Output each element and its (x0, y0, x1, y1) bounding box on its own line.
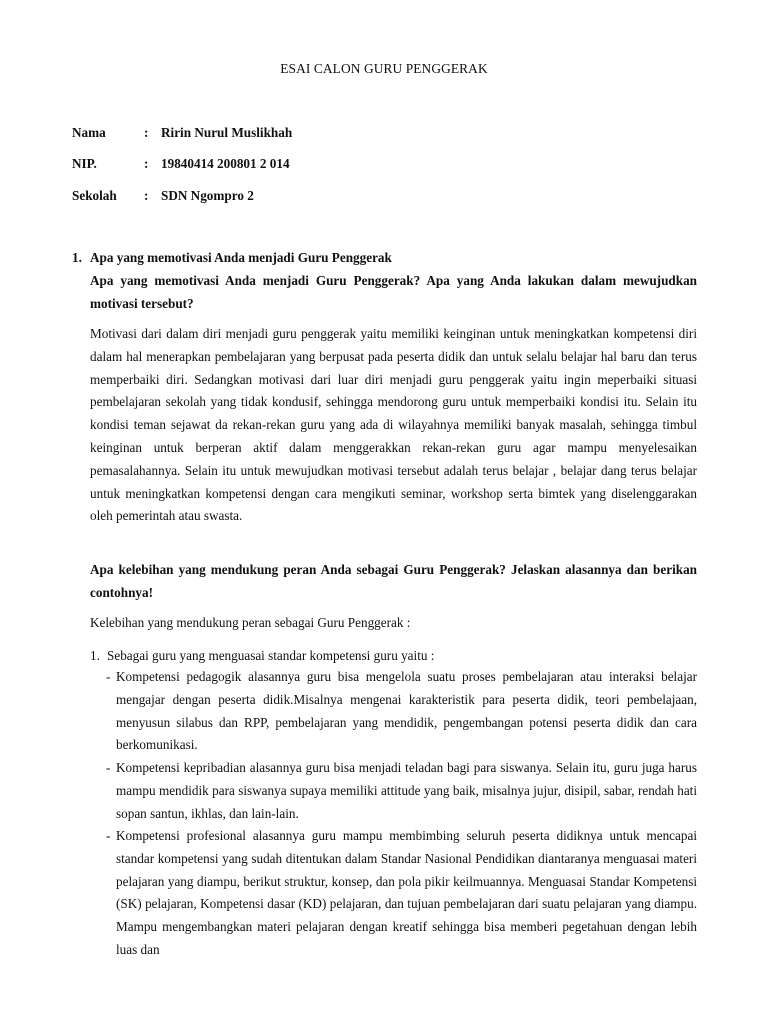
list-number: 1. (90, 648, 100, 663)
identity-separator: : (144, 156, 149, 171)
bullet-marker: - (106, 669, 111, 684)
answer-2-intro: Kelebihan yang mendukung peran sebagai Guru Penggerak : (90, 615, 411, 630)
bullet-item (106, 825, 697, 962)
bullet-marker: - (106, 828, 111, 843)
bullet-text: Kompetensi profesional alasannya guru mampu membimbing seluruh peserta didiknya untuk mencapai standar kompetensi yang sudah ditentukan dalam Standar Nasional Pendidikan diantaranya menguasai materi pelajaran yang diampu, berikut struktur, konsep, dan pola pikir keilmuannya. Menguasai Standar Kompetensi (SK) pelajaran, Kompetensi dasar (KD) pelajaran, dan tujuan pembelajaran dari suatu pelajaran yang diampu. Mampu mengembangkan materi pelajaran dengan kreatif sehingga bisa memberi pegetahuan dengan lebih luas dan (116, 828, 697, 957)
section-number: 1. (72, 250, 82, 265)
question-1: Apa yang memotivasi Anda menjadi Guru Penggerak? Apa yang Anda lakukan dalam mewujudkan motivasi tersebut? (90, 273, 697, 311)
identity-separator: : (144, 188, 149, 203)
section-heading-text: Apa yang memotivasi Anda menjadi Guru Penggerak (90, 250, 392, 265)
identity-value: SDN Ngompro 2 (161, 188, 254, 203)
question-2: Apa kelebihan yang mendukung peran Anda sebagai Guru Penggerak? Jelaskan alasannya dan berikan contohnya! (90, 562, 697, 600)
bullet-text: Kompetensi pedagogik alasannya guru bisa mengelola suatu proses pembelajaran atau interaksi belajar mengajar dengan peserta didik.Misalnya mengenai karakteristik para peserta didik, teori pembelajaan, menyusun silabus dan RPP, pembelajaran yang mendidik, pengembangan potensi peserta didik dan cara berkomunikasi. (116, 669, 697, 753)
identity-label: NIP. (72, 156, 97, 171)
identity-value: Ririn Nurul Muslikhah (161, 125, 293, 140)
list-item-text: Sebagai guru yang menguasai standar kompetensi guru yaitu : (107, 648, 435, 663)
bullet-marker: - (106, 760, 111, 775)
bullet-item (106, 666, 697, 757)
document-title: ESAI CALON GURU PENGGERAK (280, 61, 488, 76)
identity-separator: : (144, 125, 149, 140)
answer-1: Motivasi dari dalam diri menjadi guru penggerak yaitu memiliki keinginan untuk meningkatkan kompetensi diri dalam hal menerapkan pembelajaran yang berpusat pada peserta didik dan untuk selalu belajar hal baru dan terus memperbaiki diri. Sedangkan motivasi dari luar diri menjadi guru penggerak yaitu ingin meperbaiki situasi pembelajaran sekolah yang tidak kondusif, sehingga mendorong guru untuk memperbaiki kondisi itu. Selain itu kondisi teman sejawat da rekan-rekan guru yang ada di wilayahnya memiliki banyak masalah, sehingga timbul keinginan untuk berperan aktif dalam menggerakkan rekan-rekan guru agar mampu menyelesaikan pemasalahannya. Selain itu untuk mewujudkan motivasi tersebut adalah terus belajar , belajar dang terus belajar untuk meningkatkan kompetensi dengan cara mengikuti seminar, workshop serta bimtek yang diselenggarakan oleh pemerintah atau swasta. (90, 326, 697, 524)
bullet-item (106, 757, 697, 825)
identity-label: Sekolah (72, 188, 117, 203)
bullet-text: Kompetensi kepribadian alasannya guru bisa menjadi teladan bagi para siswanya. Selain itu, guru juga harus mampu mendidik para siswanya supaya memiliki attitude yang baik, misalnya jujur, disipil, sabar, rendah hati sopan santun, ikhlas, dan lain-lain. (116, 760, 697, 821)
identity-label: Nama (72, 125, 106, 140)
identity-value: 19840414 200801 2 014 (161, 156, 290, 171)
